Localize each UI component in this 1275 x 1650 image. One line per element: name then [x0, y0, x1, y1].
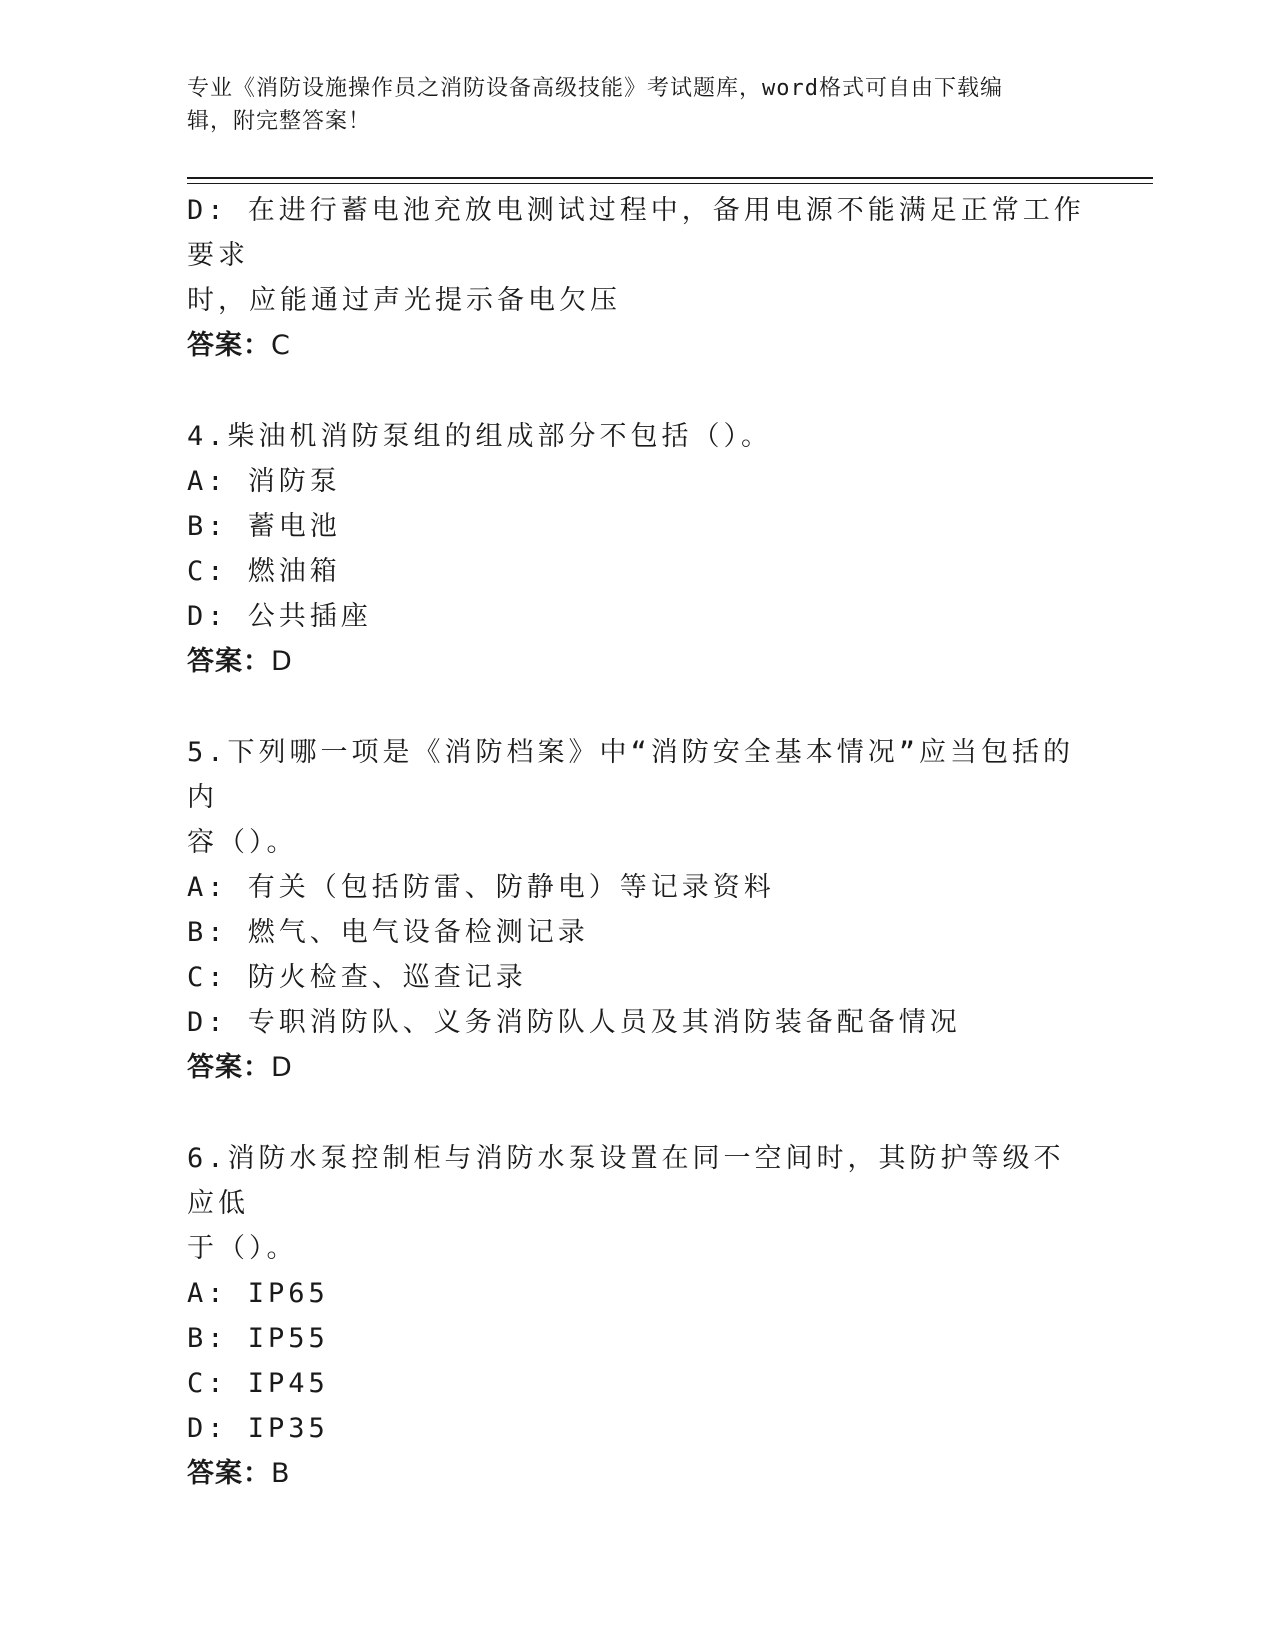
option-b: B: 燃气、电气设备检测记录 — [187, 917, 589, 948]
option-c: C: 防火检查、巡查记录 — [187, 962, 527, 993]
answer-line — [187, 639, 1087, 684]
option-a: A: IP65 — [187, 1278, 329, 1309]
option-b: B: 蓄电池 — [187, 511, 341, 542]
answer-value: B — [271, 1458, 291, 1489]
option-d: D: 专职消防队、义务消防队人员及其消防装备配备情况 — [187, 1007, 961, 1038]
question-6 — [187, 1136, 1087, 1496]
option-c: C: IP45 — [187, 1368, 329, 1399]
document-header — [187, 72, 1077, 138]
answer-line — [187, 323, 1087, 368]
question-fragment — [187, 188, 1087, 368]
header-line-2: 辑，附完整答案！ — [187, 109, 372, 134]
header-divider-thick — [187, 177, 1153, 179]
answer-value: C — [271, 330, 291, 361]
question-stem-line-1: 5.下列哪一项是《消防档案》中“消防安全基本情况”应当包括的内 — [187, 737, 1075, 813]
answer-label: 答案： — [187, 330, 271, 361]
answer-line — [187, 1451, 1087, 1496]
answer-label: 答案： — [187, 1052, 271, 1083]
option-a: A: 有关（包括防雷、防静电）等记录资料 — [187, 872, 775, 903]
header-divider-thin — [187, 183, 1153, 184]
question-stem-line-2: 于（）。 — [187, 1233, 298, 1264]
question-4 — [187, 414, 1087, 684]
option-d: D: IP35 — [187, 1413, 329, 1444]
option-d-line-2: 时，应能通过声光提示备电欠压 — [187, 285, 621, 316]
spacer — [187, 684, 1087, 730]
spacer — [187, 1090, 1087, 1136]
question-5 — [187, 730, 1087, 1090]
option-a: A: 消防泵 — [187, 466, 341, 497]
answer-value: D — [271, 1052, 293, 1083]
answer-label: 答案： — [187, 646, 271, 677]
question-stem-line-1: 6.消防水泵控制柜与消防水泵设置在同一空间时，其防护等级不应低 — [187, 1143, 1065, 1219]
option-b: B: IP55 — [187, 1323, 329, 1354]
header-line-1: 专业《消防设施操作员之消防设备高级技能》考试题库，word格式可自由下载编 — [187, 76, 1003, 101]
question-stem: 4.柴油机消防泵组的组成部分不包括（）。 — [187, 421, 773, 452]
answer-line — [187, 1045, 1087, 1090]
spacer — [187, 368, 1087, 414]
option-d: D: 公共插座 — [187, 601, 372, 632]
answer-value: D — [271, 646, 293, 677]
question-stem-line-2: 容（）。 — [187, 827, 298, 858]
question-list — [187, 188, 1087, 1496]
option-d-line-1: D: 在进行蓄电池充放电测试过程中，备用电源不能满足正常工作要求 — [187, 195, 1085, 271]
answer-label: 答案： — [187, 1458, 271, 1489]
option-c: C: 燃油箱 — [187, 556, 341, 587]
